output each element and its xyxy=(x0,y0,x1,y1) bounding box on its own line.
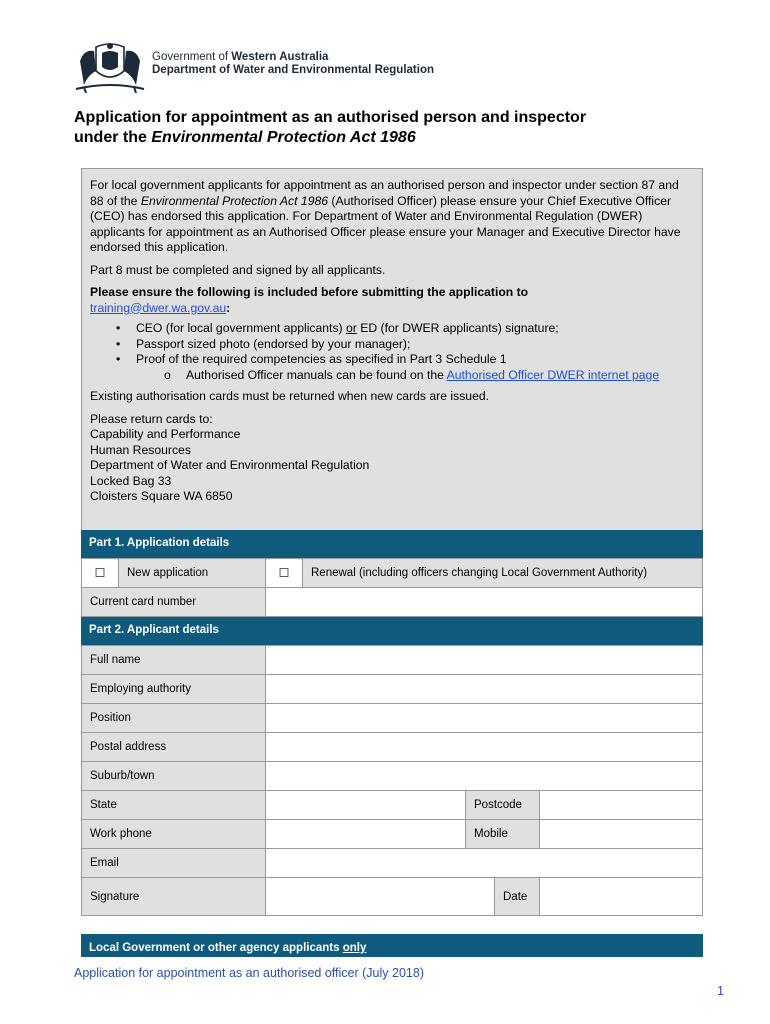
work-phone-label: Work phone xyxy=(82,820,266,848)
circle-bullet-icon: o xyxy=(164,367,171,382)
title-line-1: Application for appointment as an authorised person and inspector xyxy=(74,109,587,126)
part1-heading: Part 1. Application details xyxy=(81,530,703,558)
sub-list xyxy=(136,368,694,384)
suburb-field[interactable] xyxy=(266,762,702,790)
mobile-field[interactable] xyxy=(540,820,702,848)
bullet1-a: CEO (for local government applicants) xyxy=(136,321,346,335)
renewal-checkbox[interactable] xyxy=(266,559,302,587)
intro-p1-b: (Authorised Officer) please ensure your Chief Executive Officer (CEO) has endorsed this application. For Department of Water and Environmental Regulation (DWER) applicants for appointment as an Authorised Officer please ensure your Manager and Executive Director have endorsed this application. xyxy=(90,193,681,254)
bullet1-or: or xyxy=(346,321,357,335)
checkbox-icon: ☐ xyxy=(278,566,290,580)
government-name xyxy=(152,51,434,77)
bullet-icon: • xyxy=(116,321,121,335)
part2-heading: Part 2. Applicant details xyxy=(81,617,703,645)
bullet2: Passport sized photo (endorsed by your manager); xyxy=(136,336,411,351)
intro-p1-a: For local government applicants for appointment as an authorised person and inspector under section 87 and 88 of the xyxy=(90,178,679,208)
intro-paragraph-3 xyxy=(90,285,694,316)
position-field[interactable] xyxy=(266,704,702,732)
new-application-label: New application xyxy=(118,559,266,587)
title-act: Environmental Protection Act 1986 xyxy=(151,129,416,146)
return-line: Please return cards to: xyxy=(90,411,213,426)
bullet-icon: • xyxy=(116,336,121,351)
footer-text: Application for appointment as an authorised officer (July 2018) xyxy=(74,966,424,980)
list-item xyxy=(116,336,694,353)
employing-authority-field[interactable] xyxy=(266,675,702,703)
postal-address-field[interactable] xyxy=(266,733,702,761)
full-name-field[interactable] xyxy=(266,646,702,674)
employing-authority-label: Employing authority xyxy=(82,675,266,703)
intro-p1-act: Environmental Protection Act 1986 xyxy=(140,193,329,208)
signature-row xyxy=(81,877,703,916)
employing-authority-row xyxy=(81,674,703,704)
signature-label: Signature xyxy=(82,878,266,915)
mobile-label: Mobile xyxy=(466,820,540,848)
bullet1-b: ED (for DWER applicants) signature; xyxy=(356,321,559,335)
intro-paragraph-1 xyxy=(90,178,694,256)
current-card-row xyxy=(81,587,703,617)
intro-paragraph-4: Existing authorisation cards must be returned when new cards are issued. xyxy=(90,389,490,403)
list-item xyxy=(164,367,694,384)
position-label: Position xyxy=(82,704,266,732)
bottom-bar-text: Local Government or other agency applicants xyxy=(89,942,343,954)
instructions-box xyxy=(81,168,703,530)
work-phone-field[interactable] xyxy=(266,820,466,848)
postcode-label: Postcode xyxy=(466,791,540,819)
state-field[interactable] xyxy=(266,791,466,819)
application-type-row xyxy=(81,558,703,588)
current-card-field[interactable] xyxy=(266,588,702,616)
sub-bullet-a: Authorised Officer manuals can be found on the xyxy=(186,367,447,382)
gov-prefix: Government of xyxy=(152,51,232,63)
postal-address-label: Postal address xyxy=(82,733,266,761)
list-item xyxy=(116,352,694,383)
training-email-link[interactable]: training@dwer.wa.gov.au xyxy=(90,300,227,315)
return-address xyxy=(90,412,694,505)
return-line: Capability and Performance xyxy=(90,427,241,441)
current-card-label: Current card number xyxy=(82,588,266,616)
full-name-label: Full name xyxy=(82,646,266,674)
intro-paragraph-2: Part 8 must be completed and signed by all applicants. xyxy=(90,262,386,277)
requirements-list xyxy=(90,321,694,383)
page-title xyxy=(74,108,714,148)
local-government-heading xyxy=(81,934,703,957)
bottom-bar-underlined: only xyxy=(342,942,367,954)
return-line: Locked Bag 33 xyxy=(90,473,172,488)
checkbox-icon: ☐ xyxy=(94,566,106,580)
bullet3: Proof of the required competencies as specified in Part 3 Schedule 1 xyxy=(136,352,507,366)
department-name: Department of Water and Environmental Regulation xyxy=(152,64,434,76)
renewal-label: Renewal (including officers changing Local Government Authority) xyxy=(302,559,702,587)
signature-field[interactable] xyxy=(266,878,495,915)
bullet-icon: • xyxy=(116,352,121,366)
state-row xyxy=(81,790,703,820)
new-application-checkbox[interactable] xyxy=(82,559,118,587)
title-line-2 xyxy=(74,128,714,148)
intro-p3-colon: : xyxy=(226,300,231,315)
intro-p3-bold: Please ensure the following is included before submitting the application to xyxy=(90,285,529,299)
list-item xyxy=(116,321,694,337)
position-row xyxy=(81,703,703,733)
suburb-row xyxy=(81,761,703,791)
return-line: Cloisters Square WA 6850 xyxy=(90,489,233,503)
gov-state: Western Australia xyxy=(231,51,329,63)
postal-address-row xyxy=(81,732,703,762)
full-name-row xyxy=(81,645,703,675)
email-field[interactable] xyxy=(266,849,702,877)
date-field[interactable] xyxy=(540,878,702,915)
date-label: Date xyxy=(495,878,540,915)
title-prefix: under the xyxy=(74,129,152,146)
email-label: Email xyxy=(82,849,266,877)
return-line: Human Resources xyxy=(90,442,191,457)
page-number: 1 xyxy=(717,984,724,998)
authorised-officer-link[interactable]: Authorised Officer DWER internet page xyxy=(446,367,660,382)
email-row xyxy=(81,848,703,878)
return-line: Department of Water and Environmental Regulation xyxy=(90,458,370,472)
suburb-label: Suburb/town xyxy=(82,762,266,790)
wa-crest-logo xyxy=(74,41,147,93)
state-label: State xyxy=(82,791,266,819)
work-phone-row xyxy=(81,819,703,849)
postcode-field[interactable] xyxy=(540,791,702,819)
